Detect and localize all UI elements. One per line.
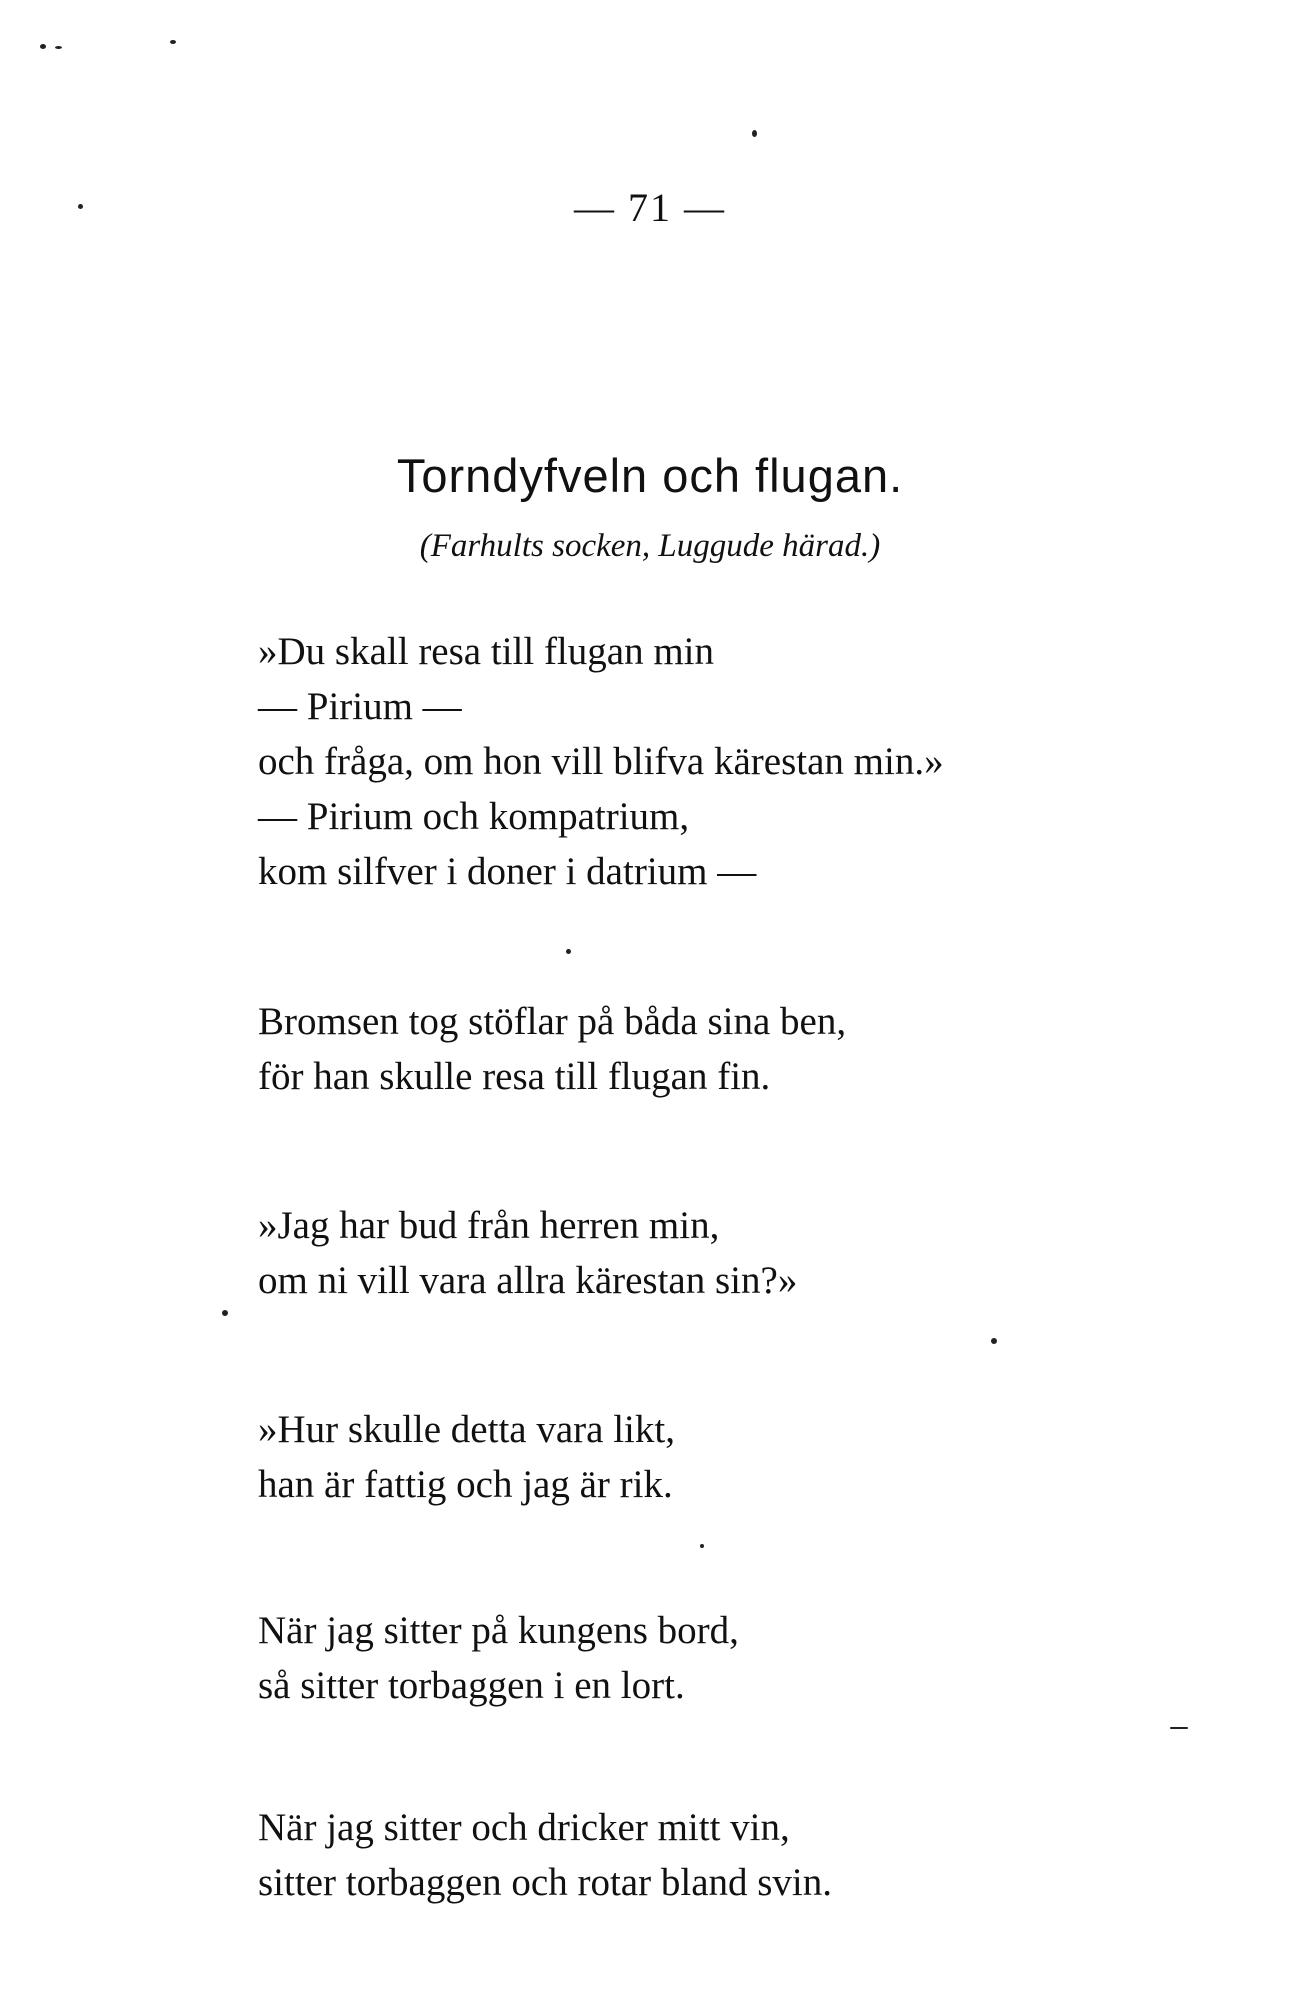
page-number: — 71 — xyxy=(574,185,726,230)
poem-line: När jag sitter på kungens bord, xyxy=(258,1609,739,1652)
stanza-5 xyxy=(258,1603,739,1713)
poem-line: När jag sitter och dricker mitt vin, xyxy=(258,1806,790,1849)
print-speck xyxy=(566,949,571,954)
stanza-2 xyxy=(258,994,846,1104)
poem-subtitle: (Farhults socken, Luggude härad.) xyxy=(419,528,881,564)
poem-line: för han skulle resa till flugan fin. xyxy=(258,1055,771,1098)
poem-line: han är fattig och jag är rik. xyxy=(258,1463,673,1506)
poem-title: Torndyfveln och flugan. xyxy=(396,449,904,502)
stanza-6 xyxy=(258,1800,832,1910)
poem-line: sitter torbaggen och rotar bland svin. xyxy=(258,1861,833,1904)
print-speck xyxy=(222,1310,228,1316)
print-speck xyxy=(170,40,176,44)
poem-line: »Du skall resa till flugan min xyxy=(258,630,715,673)
poem-line: — Pirium — xyxy=(258,685,462,728)
print-speck xyxy=(752,130,757,137)
stanza-4 xyxy=(258,1402,675,1512)
poem-line: »Hur skulle detta vara likt, xyxy=(258,1408,675,1451)
poem-line: så sitter torbaggen i en lort. xyxy=(258,1664,685,1707)
poem-line: »Jag har bud från herren min, xyxy=(258,1204,720,1247)
stanza-3 xyxy=(258,1198,797,1308)
poem-line: kom silfver i doner i datrium — xyxy=(258,850,757,893)
poem-line: Bromsen tog stöflar på båda sina ben, xyxy=(258,1000,847,1043)
poem-line: och fråga, om hon vill blifva kärestan min.» xyxy=(258,740,944,783)
print-speck xyxy=(55,46,62,49)
print-speck xyxy=(991,1338,997,1344)
poem-line: om ni vill vara allra kärestan sin?» xyxy=(258,1259,798,1302)
stanza-1 xyxy=(258,624,944,899)
print-speck xyxy=(700,1544,704,1548)
poem-line: — Pirium och kompatrium, xyxy=(258,795,690,838)
print-speck xyxy=(40,44,46,49)
print-speck xyxy=(1170,1727,1188,1729)
